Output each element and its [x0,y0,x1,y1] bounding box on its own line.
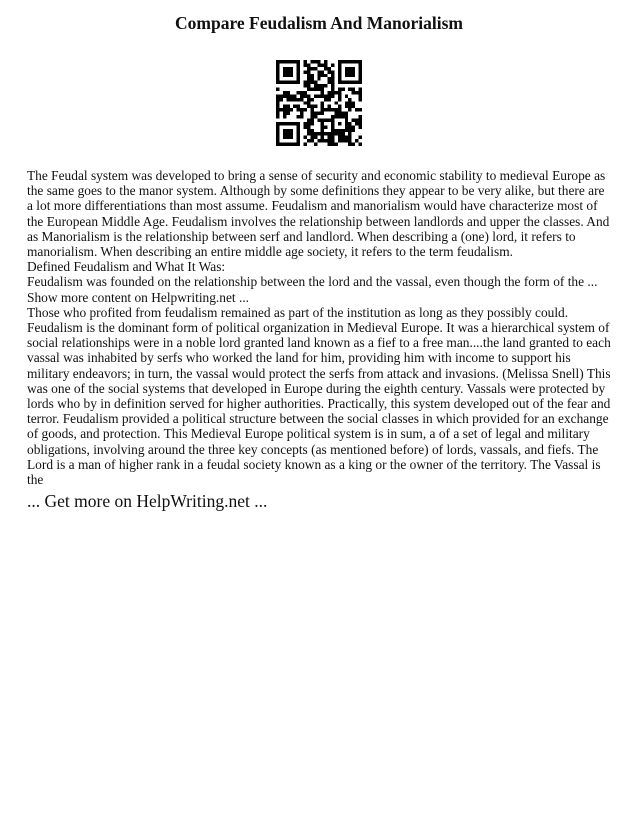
document-title: Compare Feudalism And Manorialism [175,13,463,33]
excerpt-line: Feudalism was founded on the relationship between the lord and the vassal, even though the form of the ... [27,274,598,290]
section-heading: Defined Feudalism and What It Was: [27,259,226,275]
document-body [27,168,611,487]
get-more-link[interactable]: ... Get more on HelpWriting.net ... [27,491,268,511]
qr-code-icon [276,60,362,146]
show-more-link[interactable]: Show more content on Helpwriting.net ... [27,289,250,305]
intro-paragraph: The Feudal system was developed to bring a sense of security and economic stability to medieval Europe as the same goes to the manor system. Although by some definitions they appear to be very alike, but there are a lot more differentiations than most assume. Feudalism and manorialism would have characterize most of the European Middle Age. Feudalism involves the relationship between landlords and upper the classes. And as Manorialism is the relationship between serf and landlord. When describing a (one) lord, it refers to manorialism. When describing an entire middle age society, it refers to the term feudalism. [27,168,610,260]
main-paragraph: Those who profited from feudalism remained as part of the institution as long as they possibly could. Feudalism is the dominant form of political organization in Medieval Europe. It was a hierarchical system of social relationships were in a noble lord granted land known as a fief to a free man....the land granted to each vassal was inhabited by serfs who worked the land for him, providing him with income to support his military endeavors; in turn, the vassal would protect the serfs from attack and invasions. (Melissa Snell) This was one of the social systems that developed in Europe during the eighth century. Vassals were protected by lords who by in definition served for higher authorities. Practically, this system developed out of the fear and terror. Feudalism provided a political structure between the social classes in which provided for an exchange of goods, and protection. This Medieval Europe political system is in sum, a of a set of legal and military obligations, involving around the three key concepts (as mentioned before) of lords, vassals, and fiefs. The Lord is a man of higher rank in a feudal society known as a king or the owner of the territory. The Vassal is the [27,304,611,488]
